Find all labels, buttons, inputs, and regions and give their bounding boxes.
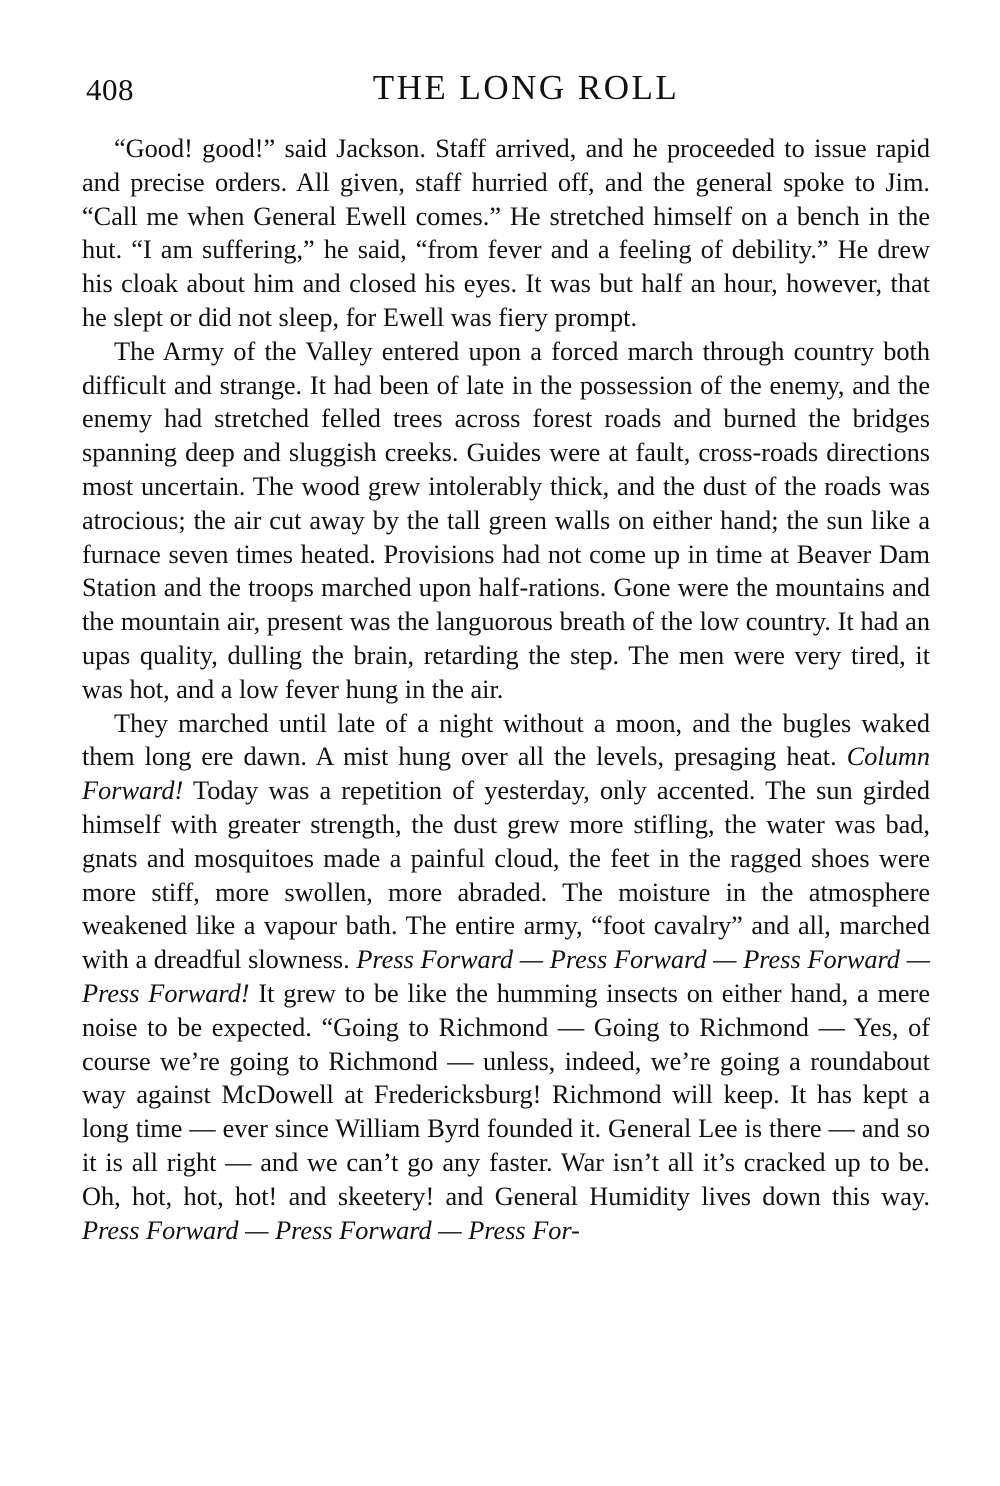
italic-phrase: Press Forward — Press Forward — Press Forward — Press Forward! [82,945,931,1008]
italic-phrase: Press Forward — Press Forward — Press For- [82,1215,580,1245]
body-text [82,132,930,1247]
page-number: 408 [86,72,134,107]
paragraph-2-text: The Army of the Valley entered upon a forced march through country both difficult and strange. It had been of late in the possession of the enemy, and the enemy had stretched felled trees across forest roads and burned the bridges spanning deep and sluggish creeks. Guides were at fault, cross-roads directions most uncertain. The wood grew intolerably thick, and the dust of the roads was atrocious; the air cut away by the tall green walls on either hand; the sun like a furnace seven times heated. Provisions had not come up in time at Beaver Dam Station and the troops marched upon half-rations. Gone were the mountains and the mountain air, present was the languorous breath of the low country. It had an upas quality, dulling the brain, retarding the step. The men were very tired, it was hot, and a low fever hung in the air. [82,336,930,704]
paragraph-3-text: They marched until late of a night without a moon, and the bugles waked them long ere dawn. A mist hung over all the levels, presaging heat. [82,708,930,772]
book-page [82,68,930,1247]
running-title: THE LONG ROLL [372,68,680,107]
paragraph-3-text: It grew to be like the humming insects on either hand, a mere noise to be expected. “Going to Richmond — Going to Richmond — Yes, of course we’re going to Richmond — unless, indeed, we’re going a roundabout way against McDowell at Fredericksburg! Richmond will keep. It has kept a long time — ever since William Byrd founded it. General Lee is there — and so it is all right — and we can’t go any faster. War isn’t all it’s cracked up to be. Oh, hot, hot, hot! and skeetery! and General Humidity lives down this way. [82,978,930,1211]
paragraph-3-text: Today was a repetition of yesterday, only accented. The sun girded himself with greater strength, the dust grew more stifling, the water was bad, gnats and mosquitoes made a painful cloud, the feet in the ragged shoes were more stiff, more swollen, more abraded. The moisture in the atmosphere weakened like a vapour bath. The entire army, “foot cavalry” and all, marched with a dreadful slowness. [82,776,930,975]
italic-phrase: Column Forward! [82,742,930,806]
paragraph-2 [82,335,930,707]
running-head [82,68,930,116]
paragraph-1 [82,132,930,335]
paragraph-3 [82,707,930,1248]
paragraph-1-text: “Good! good!” said Jackson. Staff arrived, and he proceeded to issue rapid and precise orders. All given, staff hurried off, and the general spoke to Jim. “Call me when General Ewell comes.” He stretched himself on a bench in the hut. “I am suffering,” he said, “from fever and a feeling of debility.” He drew his cloak about him and closed his eyes. It was but half an hour, however, that he slept or did not sleep, for Ewell was fiery prompt. [82,134,930,332]
